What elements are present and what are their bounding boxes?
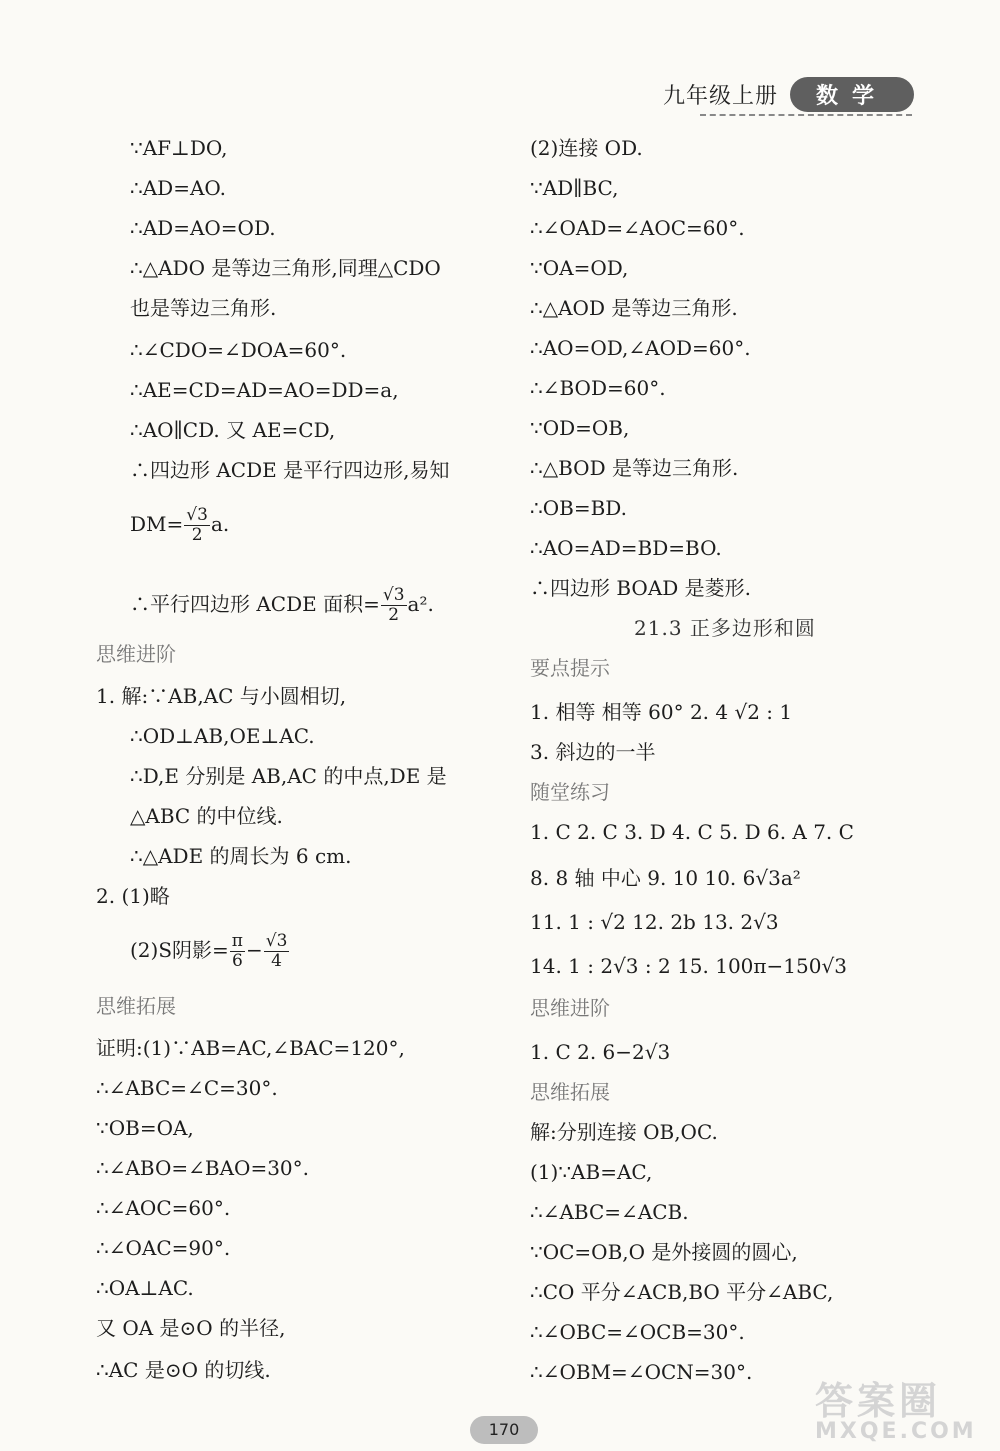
text-line: ∴AO=AD=BD=BO. [530, 536, 722, 560]
text-line: 1. 解:∵AB,AC 与小圆相切, [96, 684, 347, 708]
text-line: ∴∠OBM=∠OCN=30°. [530, 1360, 753, 1384]
text-line: △ABC 的中位线. [130, 804, 283, 828]
page-number: 170 [470, 1416, 538, 1444]
numerator: √3 [186, 505, 208, 525]
text-line: 14. 1 : 2√3 : 2 15. 100π−150√3 [530, 954, 847, 978]
formula-text: (2)S阴影= [130, 938, 229, 962]
formula-text: − [245, 938, 263, 962]
section-title: 要点提示 [530, 656, 610, 680]
text-line: 1. 相等 相等 60° 2. 4 √2 : 1 [530, 700, 793, 724]
text-line: ∴OA⊥AC. [96, 1276, 194, 1300]
text-line: ∴∠ABO=∠BAO=30°. [96, 1156, 310, 1180]
text-line: ∵AF⊥DO, [130, 136, 228, 160]
denominator: 2 [191, 525, 203, 545]
text-line: ∴∠OAC=90°. [96, 1236, 231, 1260]
section-title: 思维拓展 [530, 1080, 610, 1104]
text-line: ∵OB=OA, [96, 1116, 194, 1140]
grade-label: 九年级上册 [662, 83, 778, 109]
text-line: ∴∠CDO=∠DOA=60°. [130, 338, 347, 362]
text-line: ∴∠OAD=∠AOC=60°. [530, 216, 745, 240]
numerator: π [231, 931, 243, 951]
text-line: 1. C 2. 6−2√3 [530, 1040, 671, 1064]
watermark-bottom: MXQE.COM [815, 1419, 977, 1444]
header-rule [700, 114, 912, 116]
chapter-heading: 21.3 正多边形和圆 [634, 616, 816, 640]
denominator: 2 [388, 605, 400, 625]
formula-line [96, 932, 290, 971]
text-line: ∴AD=AO. [130, 176, 226, 200]
text-line: 2. (1)略 [96, 884, 170, 908]
text-line: ∴AD=AO=OD. [130, 216, 276, 240]
numerator: √3 [382, 585, 405, 605]
text-line: ∴△ADE 的周长为 6 cm. [130, 844, 352, 868]
formula-line [96, 586, 434, 625]
formula-text: a². [407, 592, 434, 616]
text-line: ∵OC=OB,O 是外接圆的圆心, [530, 1240, 798, 1264]
text-line: 11. 1 : √2 12. 2b 13. 2√3 [530, 910, 779, 934]
section-title: 思维拓展 [96, 994, 176, 1018]
text-line: ∴AO=OD,∠AOD=60°. [530, 336, 751, 360]
text-line: 解:分别连接 OB,OC. [530, 1120, 718, 1144]
text-line: (1)∵AB=AC, [530, 1160, 653, 1184]
section-title: 随堂练习 [530, 780, 610, 804]
watermark-top: 答案圈 [815, 1379, 942, 1423]
watermark-logo [815, 1370, 985, 1444]
text-line: ∴AC 是⊙O 的切线. [96, 1358, 271, 1382]
text-line: ∵OD=OB, [530, 416, 630, 440]
formula-text: ∴平行四边形 ACDE 面积= [130, 592, 380, 616]
text-line: (2)连接 OD. [530, 136, 643, 160]
text-line: ∴∠AOC=60°. [96, 1196, 231, 1220]
text-line: ∴四边形 ACDE 是平行四边形,易知 [130, 458, 450, 482]
text-line: ∴AO∥CD. 又 AE=CD, [130, 418, 336, 442]
text-line: 8. 8 轴 中心 9. 10 10. 6√3a² [530, 866, 801, 890]
text-line: 又 OA 是⊙O 的半径, [96, 1316, 286, 1340]
section-title: 思维进阶 [96, 642, 176, 666]
text-line: 1. C 2. C 3. D 4. C 5. D 6. A 7. C [530, 820, 854, 844]
text-line: ∴AE=CD=AD=AO=DD=a, [130, 378, 399, 402]
text-line: ∴∠BOD=60°. [530, 376, 666, 400]
text-line: ∴△BOD 是等边三角形. [530, 456, 739, 480]
section-title: 思维进阶 [530, 996, 610, 1020]
fraction [381, 586, 407, 625]
text-line: ∴∠ABC=∠ACB. [530, 1200, 689, 1224]
subject-badge: 数学 [790, 77, 914, 112]
fraction [264, 932, 290, 971]
text-line: ∴∠ABC=∠C=30°. [96, 1076, 278, 1100]
formula-text: a. [210, 512, 230, 536]
formula-text: DM= [130, 512, 184, 536]
text-line: ∵AD∥BC, [530, 176, 619, 200]
text-line: ∵OA=OD, [530, 256, 629, 280]
denominator: 6 [231, 951, 243, 971]
text-line: ∴△ADO 是等边三角形,同理△CDO [130, 256, 441, 280]
text-line: ∴OD⊥AB,OE⊥AC. [130, 724, 315, 748]
text-line: 也是等边三角形. [130, 296, 277, 320]
page-header [663, 74, 914, 114]
denominator: 4 [271, 951, 282, 971]
text-line: 3. 斜边的一半 [530, 740, 656, 764]
text-line: ∴四边形 BOAD 是菱形. [530, 576, 752, 600]
text-line: ∴D,E 分别是 AB,AC 的中点,DE 是 [130, 764, 447, 788]
fraction [230, 932, 245, 971]
text-line: ∴∠OBC=∠OCB=30°. [530, 1320, 745, 1344]
fraction [184, 506, 210, 545]
formula-line [96, 506, 229, 545]
text-line: ∴△AOD 是等边三角形. [530, 296, 738, 320]
text-line: 证明:(1)∵AB=AC,∠BAC=120°, [96, 1036, 405, 1060]
text-line: ∴OB=BD. [530, 496, 627, 520]
text-line: ∴CO 平分∠ACB,BO 平分∠ABC, [530, 1280, 834, 1304]
numerator: √3 [265, 931, 288, 951]
